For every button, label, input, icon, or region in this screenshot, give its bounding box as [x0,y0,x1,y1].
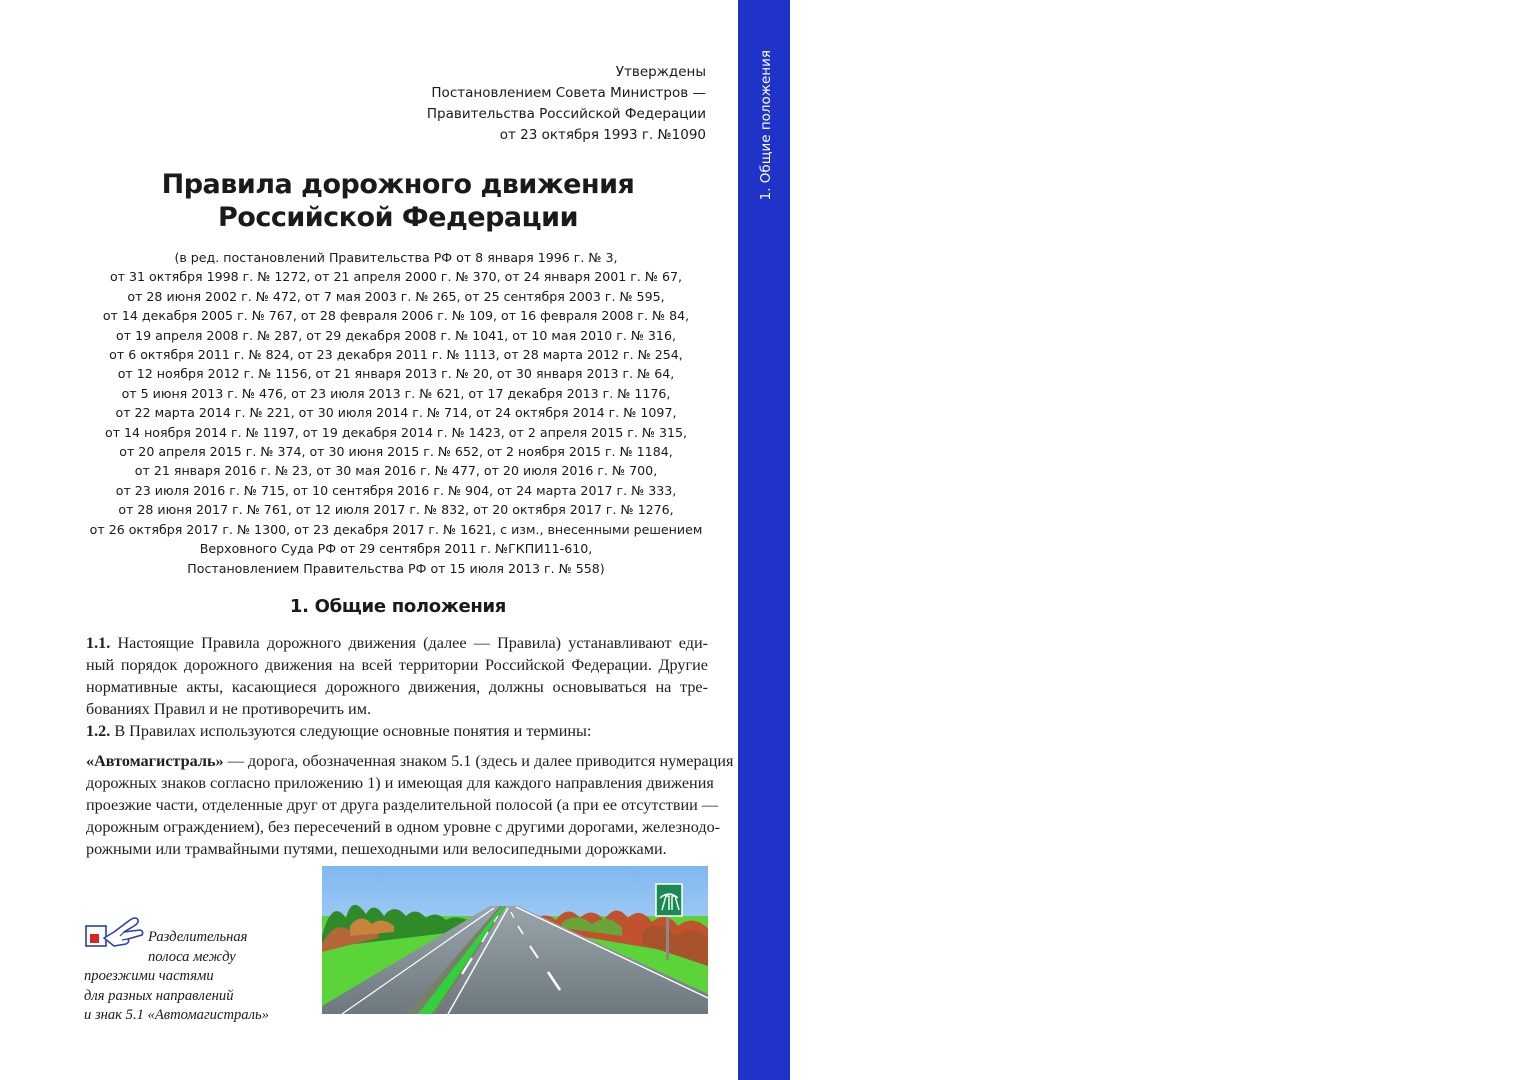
editions-list [86,248,706,578]
caption-line: Разделительная [148,929,248,945]
caption-line: и знак 5.1 «Автомагистраль» [84,1007,269,1023]
edition-line: от 6 октября 2011 г. № 824, от 23 декабря 2011 г. № 1113, от 28 марта 2012 г. № 254, [109,347,683,363]
paragraph-number: 1.1. [86,634,111,652]
edition-line: от 28 июня 2017 г. № 761, от 12 июля 2017 г. № 832, от 20 октября 2017 г. № 1276, [118,502,674,518]
edition-line: от 12 ноября 2012 г. № 1156, от 21 января 2013 г. № 20, от 30 января 2013 г. № 64, [117,366,675,382]
approval-line: Утверждены [615,64,706,80]
caption-text [84,928,324,1026]
paragraph-line: бованиях Правил и не противоречить им. [86,700,371,718]
paragraph-line: нормативные акты, касающиеся дорожного движения, должны основываться на тре- [86,678,708,696]
approval-line: от 23 октября 1993 г. №1090 [499,127,706,143]
caption-line: полоса между [148,948,236,965]
paragraph-line: дорожных знаков согласно приложению 1) и имеющая для каждого направления движения [86,774,714,792]
page-title [100,168,696,234]
edition-line: от 5 июня 2013 г. № 476, от 23 июля 2013 г. № 621, от 17 декабря 2013 г. № 1176, [121,385,671,401]
page-number: 5 [1497,1018,1507,1035]
term-text: — дорога, обозначенная знаком 5.1 (здесь и далее приводится нумерация [223,752,734,770]
term-definition [86,750,734,860]
paragraph-line: дорожным ограждением), без пересечений в одном уровне с другими дорогами, железнодо- [86,818,721,836]
edition-line: от 28 июня 2002 г. № 472, от 7 мая 2003 г. № 265, от 25 сентября 2003 г. № 595, [127,288,665,304]
section-heading: 1. Общие положения [289,596,507,617]
paragraph-line: проезжие части, отделенные друг от друга разделительной полосой (а при ее отсутствии — [86,796,719,814]
caption-line: для разных направлений [84,987,234,1004]
edition-line: от 21 января 2016 г. № 23, от 30 мая 2016 г. № 477, от 20 июля 2016 г. № 700, [134,463,658,479]
paragraph-text: В Правилах используются следующие основные понятия и термины: [110,722,592,740]
paragraph-1-1 [86,632,708,720]
edition-line: от 22 марта 2014 г. № 221, от 30 июля 2014 г. № 714, от 24 октября 2014 г. № 1097, [115,405,677,421]
paragraph-line [86,720,708,742]
edition-line: Постановлением Правительства РФ от 15 июля 2013 г. № 558) [187,560,605,576]
paragraph-line [86,750,734,772]
motorway-illustration [322,866,708,1014]
title-line: Правила дорожного движения [161,169,635,200]
edition-line: от 31 октября 1998 г. № 1272, от 21 апреля 2000 г. № 370, от 24 января 2001 г. № 67, [109,269,683,285]
paragraph-line [86,632,708,654]
paragraph-1-2 [86,720,708,742]
edition-line: от 14 ноября 2014 г. № 1197, от 19 декабря 2014 г. № 1423, от 2 апреля 2015 г. № 315, [105,424,687,440]
edition-line: (в ред. постановлений Правительства РФ от 8 января 1996 г. № 3, [174,250,618,265]
approval-line: Правительства Российской Федерации [426,106,706,122]
caption-line: проезжими частями [84,968,214,984]
edition-line: от 20 апреля 2015 г. № 374, от 30 июня 2015 г. № 652, от 2 ноября 2015 г. № 1184, [119,444,673,460]
edition-line: от 19 апреля 2008 г. № 287, от 29 декабря 2008 г. № 1041, от 10 мая 2010 г. № 316, [116,327,676,343]
approval-block [427,62,706,146]
paragraph-line: рожными или трамвайными путями, пешеходными или велосипедными дорожками. [86,840,667,858]
paragraph-text: Настоящие Правила дорожного движения (далее — Правила) устанавливают еди- [110,634,708,652]
approval-line: Постановлением Совета Министров — [431,85,706,101]
paragraph-number: 1.2. [86,722,111,740]
section-sidebar [738,0,1507,1080]
edition-line: от 26 октября 2017 г. № 1300, от 23 декабря 2017 г. № 1621, с изм., внесенными решением [89,521,703,537]
paragraph-line: ный порядок дорожного движения на всей территории Российской Федерации. Другие [86,656,708,674]
edition-line: Верховного Суда РФ от 29 сентября 2011 г. №ГКПИ11-610, [199,541,593,557]
title-line: Российской Федерации [218,202,578,233]
edition-line: от 14 декабря 2005 г. № 767, от 28 февраля 2006 г. № 109, от 16 февраля 2008 г. № 84, [102,308,690,324]
edition-line: от 23 июля 2016 г. № 715, от 10 сентября 2016 г. № 904, от 24 марта 2017 г. № 333, [115,482,677,498]
motorway-scene [322,866,708,1014]
term-name: «Автомагистраль» [86,752,224,770]
sidebar-section-label: 1. Общие положения [758,50,774,201]
